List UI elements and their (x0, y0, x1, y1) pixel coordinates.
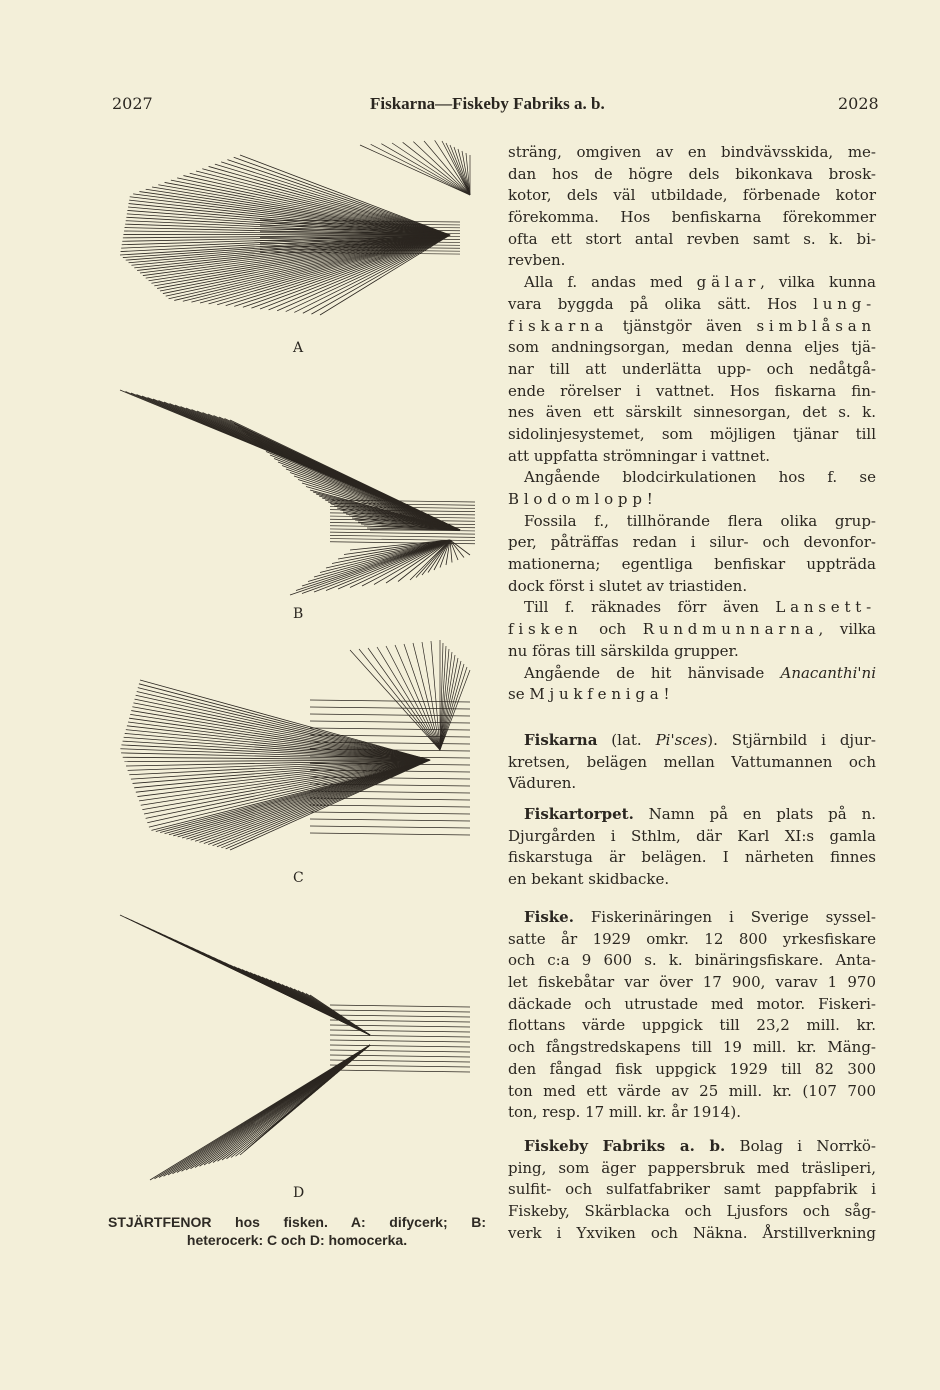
text-run: Fossila f., tillhörande flera olika grup- (524, 511, 876, 530)
text-run: Fiskeby, Skärblacka och Ljusfors och såg- (508, 1202, 876, 1221)
text-run: ). Stjärnbild i djur- (707, 731, 876, 749)
text-run: se (508, 685, 530, 704)
text-run: Alla f. andas med (524, 273, 697, 292)
text-run: att uppfatta strömningar i vattnet. (508, 446, 771, 465)
text-line (508, 773, 876, 795)
text-run: förekomma. Hos benfiskarna förekommer (508, 208, 876, 227)
text-run: sträng, omgiven av en bindvävsskida, me- (508, 143, 876, 161)
text-run: , vilka kunna (760, 273, 877, 292)
fin-ray (310, 707, 470, 709)
fin-ray (330, 1040, 470, 1042)
text-line (508, 929, 876, 951)
figure-label-c: C (293, 870, 304, 886)
spaced-term: gälar (696, 273, 761, 292)
text-run: verk i Yxviken och Näkna. Årstillverkning (508, 1223, 876, 1242)
text-line (508, 1223, 876, 1245)
text-line (508, 446, 876, 468)
spaced-term: fisken (508, 620, 583, 639)
text-run: den fångad fisk uppgick 1929 till 82 300 (508, 1059, 876, 1078)
text-line (508, 804, 876, 826)
fin-ray (217, 235, 450, 305)
text-line (508, 597, 876, 619)
italic-term: Anacanthi'ni (780, 663, 876, 682)
spaced-term: simblåsan (756, 316, 876, 335)
fin-ray (330, 1035, 470, 1037)
text-run: Bolag i Norrkö- (725, 1137, 877, 1155)
spaced-term: Lansett- (775, 598, 876, 617)
spaced-term: Blodomlopp (508, 490, 647, 508)
fin-ray (330, 1030, 470, 1032)
fin-ray (440, 652, 452, 750)
fin-ray (330, 1015, 470, 1017)
entry-headword: Fiske. (524, 908, 574, 926)
tail-fin-illustration-a (110, 135, 480, 335)
text-line (508, 316, 876, 338)
fin-ray (330, 1065, 470, 1067)
text-run: Angående de hit hänvisade (524, 663, 781, 682)
fin-ray (302, 540, 450, 594)
text-line (508, 752, 876, 774)
text-run: Djurgården i Sthlm, där Karl XI:s gamla (508, 826, 876, 845)
tail-fin-illustration-d (110, 905, 480, 1185)
spaced-term: lung- (813, 294, 876, 313)
text-line (508, 641, 876, 663)
fin-ray (368, 648, 440, 750)
caption-line: STJÄRTFENOR hos fisken. A: difycerk; B: (108, 1214, 486, 1230)
fin-ray (126, 730, 430, 760)
fin-ray (404, 644, 440, 750)
article-fiske (508, 907, 876, 1124)
text-run: nar till att underlätta upp- och nedåtgå- (508, 359, 876, 378)
text-run: (lat. (597, 731, 656, 749)
text-line (508, 730, 876, 752)
fin-ray (386, 646, 440, 750)
text-line (508, 907, 876, 929)
figure-label-b: B (293, 606, 304, 622)
fin-ray (330, 1070, 470, 1072)
tail-fin-illustration-c (110, 640, 480, 865)
text-line (508, 1136, 876, 1158)
text-line (508, 532, 876, 554)
text-run: Angående blodcirkulationen hos f. se (524, 468, 876, 487)
text-run: och (582, 620, 643, 639)
text-run: satte år 1929 omkr. 12 800 yrkesfiskare (508, 929, 876, 948)
text-line (508, 576, 876, 598)
article-fiskarna (508, 730, 876, 795)
fin-ray (350, 650, 440, 750)
text-line (508, 950, 876, 972)
text-line (508, 337, 876, 359)
text-run: kotor, dels väl utbildade, förbenade kotor (508, 186, 876, 205)
fin-ray (310, 826, 470, 828)
text-run: däckade och utrustade med motor. Fiskeri- (508, 994, 876, 1013)
text-line (508, 467, 876, 489)
text-line (508, 826, 876, 848)
fin-ray (330, 1005, 470, 1007)
text-line (508, 1059, 876, 1081)
fin-ray (310, 805, 470, 807)
entry-headword: Fiskeby Fabriks a. b. (524, 1137, 726, 1155)
text-run: ofta ett stort antal revben samt s. k. bi- (508, 229, 876, 248)
text-run: som andningsorgan, medan denna eljes tjä- (508, 338, 876, 357)
text-run: per, påträffas redan i silur- och devonfor- (508, 533, 876, 552)
text-run: kretsen, belägen mellan Vattumannen och (508, 752, 876, 771)
text-run: ! (646, 490, 653, 508)
text-run: ton, resp. 17 mill. kr. år 1914). (508, 1103, 741, 1122)
text-run: ping, som äger pappersbruk med träsliperi, (508, 1158, 876, 1177)
fin-ray (330, 1010, 470, 1012)
fin-ray (310, 819, 470, 821)
entry-headword: Fiskartorpet. (524, 805, 634, 823)
text-run: dan hos de högre dels bikonkava brosk- (508, 164, 876, 183)
entry-headword: Fiskarna (524, 731, 598, 749)
caption-line: heterocerk: C och D: homocerka. (186, 1232, 408, 1248)
text-run: nu föras till särskilda grupper. (508, 641, 739, 660)
text-run: ton med ett värde av 25 mill. kr. (107 700 (508, 1081, 876, 1100)
fin-ray (330, 532, 475, 534)
text-run: dock först i slutet av triastiden. (508, 576, 748, 595)
fin-ray (330, 1045, 470, 1047)
fin-ray (359, 649, 440, 750)
text-run: sulfit- och sulfatfabriker samt pappfabrik i (508, 1180, 876, 1199)
text-run: nes även ett särskilt sinnesorgan, det s. k. (508, 403, 876, 422)
text-line (508, 229, 876, 251)
text-run: vara byggda på olika sätt. Hos (508, 294, 814, 313)
text-line (508, 1179, 876, 1201)
spaced-term: Rundmunnarna (642, 620, 819, 639)
text-line (508, 402, 876, 424)
fin-ray (377, 647, 440, 750)
text-run: Till f. räknades förr även (524, 598, 776, 617)
fin-ray (320, 540, 450, 573)
text-line (508, 1158, 876, 1180)
fin-ray (202, 169, 450, 235)
text-line (508, 489, 876, 511)
fin-ray (371, 144, 470, 195)
fin-ray (431, 641, 440, 750)
fin-ray (310, 812, 470, 814)
fin-ray (152, 187, 450, 235)
text-run: let fiskebåtar var över 17 900, varav 1 970 (508, 973, 876, 992)
text-run: fiskarstuga är belägen. I närheten finnes (508, 848, 876, 867)
page-number-right: 2028 (838, 94, 879, 113)
text-line (508, 994, 876, 1016)
text-line (508, 972, 876, 994)
article-fiskartorpet (508, 804, 876, 891)
text-run: revben. (508, 251, 566, 270)
text-line (508, 381, 876, 403)
text-line (508, 1201, 876, 1223)
text-run: en bekant skidbacke. (508, 870, 670, 889)
fin-ray (130, 714, 430, 760)
text-line (508, 663, 876, 685)
fin-ray (326, 540, 450, 591)
text-line (508, 294, 876, 316)
text-line (508, 619, 876, 641)
text-run: ende rörelser i vattnet. Hos fiskarna fin- (508, 381, 876, 400)
text-run: , vilka (818, 620, 876, 639)
fin-ray (440, 670, 470, 750)
text-line (508, 684, 876, 706)
text-line (508, 511, 876, 533)
text-run: Väduren. (508, 774, 577, 793)
text-run: och c:a 9 600 s. k. binäringsfiskare. Anta- (508, 951, 876, 970)
spaced-term: fiskarna (508, 316, 609, 335)
text-line (508, 164, 876, 186)
page-number-left: 2027 (112, 94, 153, 113)
article-fiskar-continued (508, 142, 876, 706)
text-line (508, 869, 876, 891)
fin-ray (330, 539, 475, 541)
fin-ray (310, 721, 470, 723)
text-line (508, 1102, 876, 1124)
text-run: tjänstgör även (608, 316, 757, 335)
running-title: Fiskarna—Fiskeby Fabriks a. b. (370, 94, 605, 113)
text-line (508, 359, 876, 381)
text-line (508, 424, 876, 446)
text-run: ! (663, 685, 670, 704)
fin-ray (330, 1020, 470, 1022)
text-line (508, 142, 876, 164)
fin-ray (413, 142, 470, 195)
text-run: Namn på en plats på n. (633, 805, 876, 823)
spaced-term: Mjukfeniga (529, 685, 664, 704)
figure-caption (108, 1213, 486, 1249)
italic-term: Pi'sces (655, 731, 708, 749)
fin-ray (310, 714, 470, 716)
fin-ray (125, 733, 430, 760)
article-fiskeby-fabriks (508, 1136, 876, 1244)
fin-ray (422, 642, 440, 750)
text-line (508, 250, 876, 272)
fin-ray (310, 833, 470, 835)
text-line (508, 847, 876, 869)
text-run: mationerna; egentliga benfiskar uppträda (508, 555, 876, 574)
figure-label-a: A (293, 340, 304, 356)
text-run: Fiskerinäringen i Sverige syssel- (573, 908, 876, 926)
text-run: och fångstredskapens till 19 mill. kr. Mäng- (508, 1038, 876, 1057)
fin-ray (330, 1050, 470, 1052)
figure-label-d: D (293, 1185, 305, 1201)
text-run: sidolinjesystemet, som möjligen tjänar till (508, 424, 876, 443)
tail-fin-illustration-b (110, 380, 480, 605)
text-run: flottans värde uppgick till 23,2 mill. kr. (508, 1016, 876, 1035)
text-line (508, 554, 876, 576)
fin-ray (330, 535, 475, 537)
text-line (508, 272, 876, 294)
text-line (508, 185, 876, 207)
text-line (508, 1037, 876, 1059)
text-line (508, 1015, 876, 1037)
text-line (508, 207, 876, 229)
text-line (508, 1081, 876, 1103)
